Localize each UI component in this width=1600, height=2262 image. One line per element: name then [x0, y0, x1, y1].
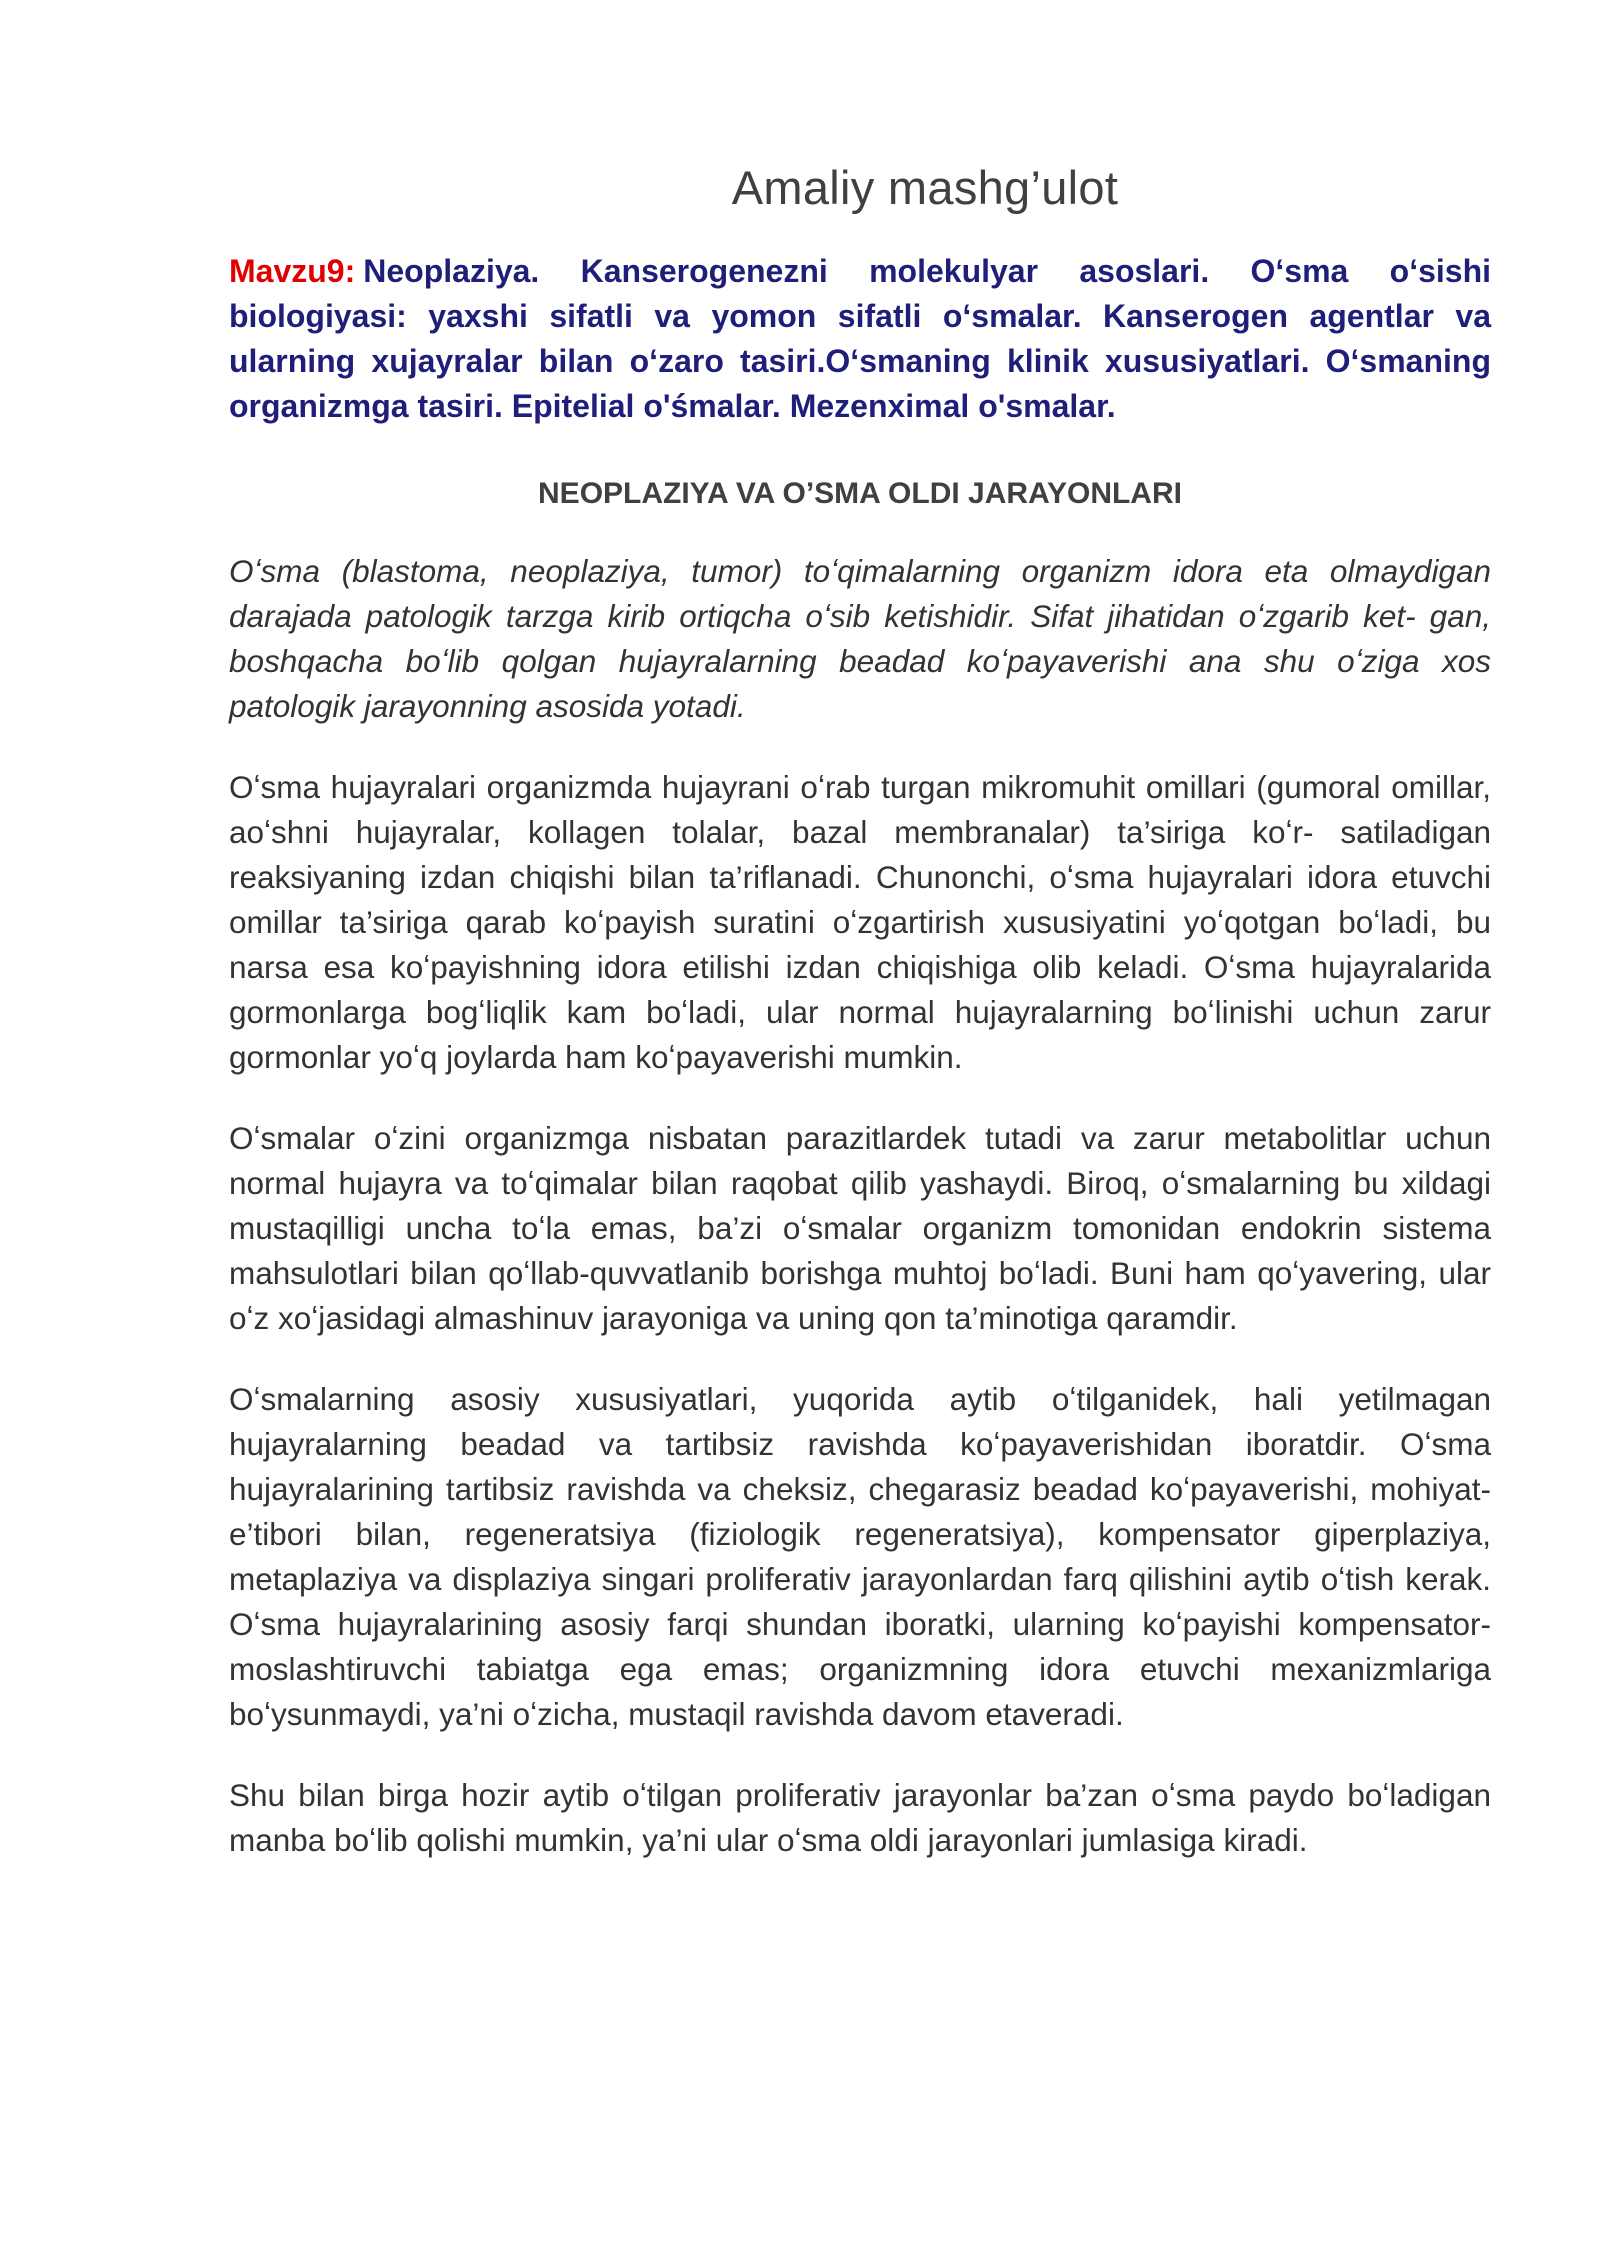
- topic-text: Neoplaziya. Kanserogenezni molekulyar asoslari. O‘sma o‘sishi biologiyasi: yaxshi sifatli va yomon sifatli o‘smalar. Kanserogen agentlar va ularning xujayralar bilan o‘zaro tasiri.O‘smaning klinik xususiyatlari. O‘smaning organizmga tasiri. Epitelial o'śmalar. Mezenximal o'smalar.: [229, 253, 1491, 424]
- body-paragraph-1: Oʻsma hujayralari organizmda hujayrani oʻrab turgan mikromuhit omillari (gumoral omillar, aoʻshni hujayralar, kollagen tolalar, bazal membranalar) ta’siriga koʻr- satiladigan reaksiyaning izdan chiqishi bilan ta’riflanadi. Chunonchi, oʻsma hujayralari idora etuvchi omillar ta’siriga qarab koʻpayish suratini oʻzgartirish xususiyatini yoʻqotgan boʻladi, bu narsa esa koʻpayishning idora etilishi izdan chiqishiga olib keladi. Oʻsma hujayralarida gormonlarga bogʻliqlik kam boʻladi, ular normal hujayralarning boʻlinishi uchun zarur gormonlar yoʻq joylarda ham koʻpayaverishi mumkin.: [229, 769, 1491, 1075]
- body-paragraph-3: Oʻsmalarning asosiy xususiyatlari, yuqorida aytib oʻtilganidek, hali yetilmagan hujayralarning beadad va tartibsiz ravishda koʻpayaverishidan iboratdir. Oʻsma hujayralarining tartibsiz ravishda va cheksiz, chegarasiz beadad koʻpayaverishi, mohiyat-e’tibori bilan, regeneratsiya (fiziologik regeneratsiya), kompensator giperplaziya, metaplaziya va displaziya singari proliferativ jarayonlardan farq qilishini aytib oʻtish kerak. Oʻsma hujayralarining asosiy farqi shundan iboratki, ularning koʻpayishi kompensator-moslashtiruvchi tabiatga ega emas; organizmning idora etuvchi mexanizmlariga boʻysunmaydi, ya’ni oʻzicha, mustaqil ravishda davom etaveradi.: [229, 1381, 1491, 1732]
- topic-label: Mavzu9:: [229, 253, 356, 289]
- body-paragraph-4: Shu bilan birga hozir aytib oʻtilgan proliferativ jarayonlar ba’zan oʻsma paydo boʻladigan manba boʻlib qolishi mumkin, ya’ni ular oʻsma oldi jarayonlari jumlasiga kiradi.: [229, 1777, 1491, 1858]
- document-title: Amaliy mashg’ulot: [731, 161, 1119, 214]
- body-paragraph-2: Oʻsmalar oʻzini organizmga nisbatan parazitlardek tutadi va zarur metabolitlar uchun normal hujayra va toʻqimalar bilan raqobat qilib yashaydi. Biroq, oʻsmalarning bu xildagi mustaqilligi uncha toʻla emas, ba’zi oʻsmalar organizm tomonidan endokrin sistema mahsulotlari bilan qoʻllab-quvvatlanib borishga muhtoj boʻladi. Buni ham qoʻyavering, ular oʻz xoʻjasidagi almashinuv jarayoniga va uning qon ta’minotiga qaramdir.: [229, 1120, 1491, 1336]
- topic-paragraph: [229, 249, 1491, 429]
- section-heading: NEOPLAZIYA VA O’SMA OLDI JARAYONLARI: [538, 477, 1182, 510]
- document-page: [229, 150, 1491, 1899]
- intro-paragraph: Oʻsma (blastoma, neoplaziya, tumor) toʻqimalarning organizm idora eta olmaydigan darajada patologik tarzga kirib ortiqcha oʻsib ketishidir. Sifat jihatidan oʻzgarib ket- gan, boshqacha boʻlib qolgan hujayralarning beadad koʻpayaverishi ana shu oʻziga xos patologik jarayonning asosida yotadi.: [229, 553, 1491, 724]
